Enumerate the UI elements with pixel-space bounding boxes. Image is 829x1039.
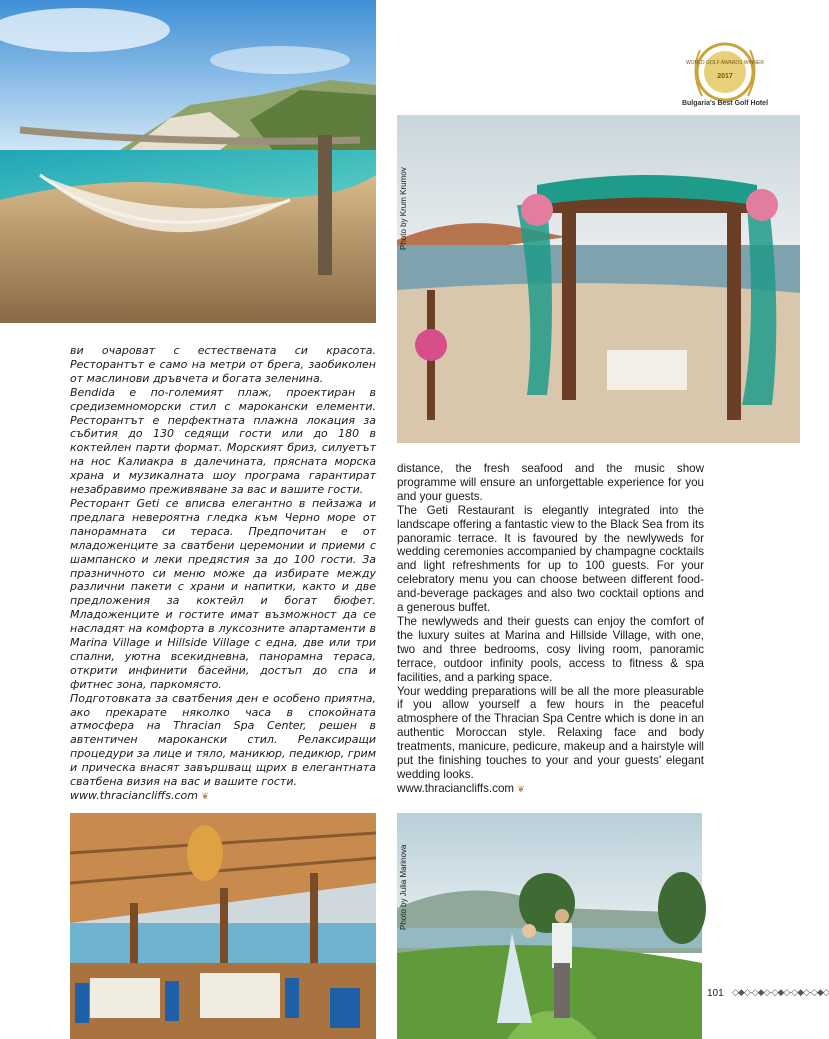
en-paragraph: The Geti Restaurant is elegantly integrated into the landscape offering a fantastic view to the Black Sea from its panoramic terrace. It is favoured by the newlyweds for wedding ceremonies accompanied by champagne cocktails and light refreshments for up to 100 guests. For your celebratory menu you can choose between different food-and-beverage packages and also two cocktail options and a generous buffet.: [397, 503, 704, 615]
bg-website-link[interactable]: www.thraciancliffs.com: [70, 789, 198, 802]
bg-link-line: [70, 789, 376, 805]
en-paragraph: distance, the fresh seafood and the music show programme will ensure an unforgettable experience for you and your guests.: [397, 462, 704, 503]
bg-paragraph: Подготовката за сватбения ден е особено приятна, ако прекарате няколко часа в спокойната атмосфера на Thracian Spa Center, решен в автентичен марокански стил. Релаксиращи процедури за лице и тяло, маникюр, педикюр, грим и прическа внасят завършващ щрих в елегантната сватбена визия на вас и вашите гости.: [70, 691, 376, 789]
en-paragraph: The newlyweds and their guests can enjoy the comfort of the luxury suites at Marina and Hillside Village, with one, two and three bedrooms, cosy living room, panoramic terrace, outdoor infinity pools, access to fitness & spa facilities, and a parking space.: [397, 614, 704, 684]
bulgarian-article-column: [70, 344, 376, 805]
bg-paragraph: ви очароват с естествената си красота. Ресторантът е само на метри от брега, заобиколен от маслинови дръвчета и богата зеленина.: [70, 344, 376, 385]
beach-hammock-photo: [0, 0, 376, 323]
bg-paragraph: Bendida е по-големият плаж, проектиран в средиземноморски стил с марокански елементи. Ресторантът е перфектната плажна локация за събития до 130 седящи гости или до 180 в коктейлен парти формат. Морският бриз, силуетът на нос Калиакра в далечината, прясната морска храна и музикалната шоу програма гарантират незабравимо преживяване за вас и вашите гости.: [70, 385, 376, 497]
decorative-ornament: ◇◆◇·◇◆◇·◇◆◇·◇◆◇·◇◆◇: [732, 987, 829, 997]
leaf-icon: ❦: [201, 792, 210, 802]
bg-paragraph: Ресторант Geti се вписва елегантно в пейзажа и предлага невероятна гледка към Черно море от панорамната си тераса. Предпочитан е от младоженците за сватбени церемонии и приеми с шампанско и леки предястия за до 100 гости. За празничното си меню може да избирате между различни пакети с храни и напитки, както и две предложения за коктейл и богат бюфет. Младоженците и гостите имат възможност да се насладят на комфорта в луксозните апартаменти в Marina Village и Hillside Village с една, две или три спални, уютна всекидневна, панорамна тераса, открити инфинити басейни, достъп до спа и фитнес зона, паркомясто.: [70, 496, 376, 691]
beach-restaurant-photo: [70, 813, 376, 1039]
wedding-arch-photo: [397, 115, 800, 443]
en-website-link[interactable]: www.thraciancliffs.com: [397, 781, 515, 795]
english-article-column: [397, 462, 704, 797]
golf-couple-photo: [397, 813, 702, 1039]
award-ring-text: WORLD GOLF AWARDS WINNER: [686, 60, 764, 66]
photo-credit-julia: Photo by Julia Marinova: [399, 844, 408, 930]
award-year: 2017: [717, 73, 733, 80]
page-number: 101: [707, 988, 724, 999]
photo-credit-krum: Photo by Krum Krumov: [399, 167, 408, 250]
leaf-icon: ❦: [517, 783, 525, 794]
en-paragraph: Your wedding preparations will be all the more pleasurable if you allow yourself a few hours in the peaceful atmosphere of the Thracian Spa Centre which is done in an authentic Moroccan style. Relaxing face and body treatments, manicure, pedicure, makeup and a hairstyle will put the finishing touches to your and your guests' elegant wedding looks.: [397, 684, 704, 781]
en-link-line: [397, 782, 704, 797]
award-caption: Bulgaria's Best Golf Hotel: [681, 100, 769, 107]
